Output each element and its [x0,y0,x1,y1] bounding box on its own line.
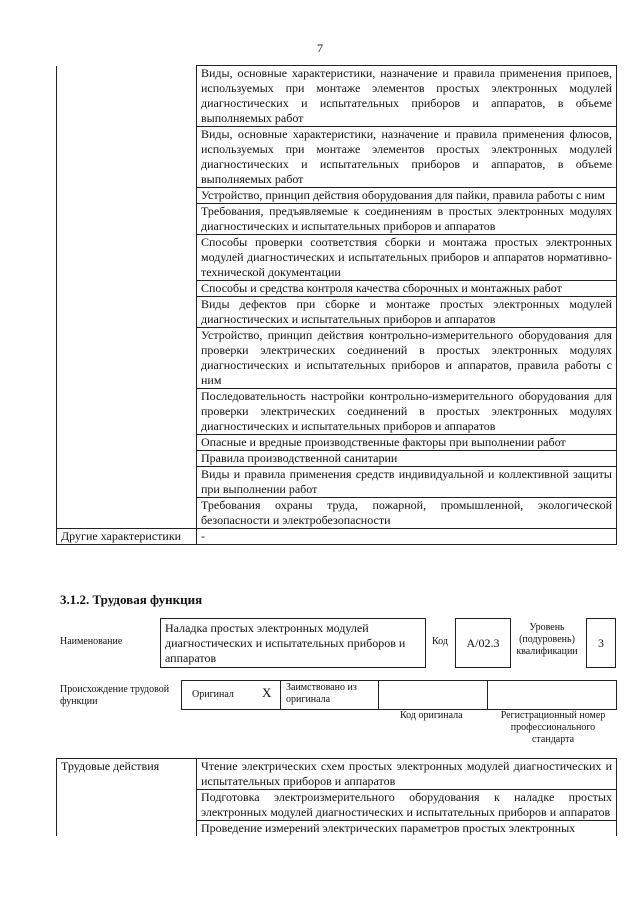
original-label: Оригинал [192,689,234,700]
origin-divider [378,680,379,709]
code-label: Код [432,636,448,647]
level-box [586,618,616,668]
table-row: Устройство, принцип действия оборудования для пайки, правила работы с ним [197,188,617,204]
original-mark: X [262,685,272,700]
labor-actions-label: Трудовые действия [57,759,197,837]
borrowed-label: Заимствовано из оригинала [286,682,357,705]
name-label: Наименование [60,636,123,647]
origin-box [181,680,617,710]
table-row: Способы проверки соответствия сборки и монтажа простых электронных модулей диагностических и испытательных приборов и аппаратов нормативно-технической документации [197,235,617,281]
labor-actions-table [56,758,617,836]
table-row: Опасные и вредные производственные факторы при выполнении работ [197,435,617,451]
other-characteristics-label: Другие характеристики [57,529,197,545]
table-row: Чтение электрических схем простых электронных модулей диагностических и испытательных приборов и аппаратов [197,759,617,790]
table-row: Устройство, принцип действия контрольно-измерительного оборудования для проверки электрических соединений в простых электронных модулях диагностических и испытательных приборов и аппаратов, правила работы с ним [197,328,617,389]
code-box [455,618,511,668]
table-row: Виды и правила применения средств индивидуальной и коллективной защиты при выполнении работ [197,467,617,498]
origin-label: Происхождение трудовой функции [60,684,170,707]
page-number: 7 [317,41,323,55]
origin-divider [280,680,281,709]
name-value: Наладка простых электронных модулей диагностических и испытательных приборов и аппаратов [165,621,406,665]
code-value: A/02.3 [466,636,500,650]
table-row: Правила производственной санитарии [197,451,617,467]
table-row: Способы и средства контроля качества сборочных и монтажных работ [197,281,617,297]
section-title: 3.1.2. Трудовая функция [60,592,203,607]
table-row: Виды, основные характеристики, назначение и правила применения флюсов, используемых при монтаже элементов простых электронных модулей диагностических и испытательных приборов и аппаратов, в объеме выполняемых работ [197,127,617,188]
table-row: Виды, основные характеристики, назначение и правила применения припоев, используемых при монтаже элементов простых электронных модулей диагностических и испытательных приборов и аппаратов, в объеме выполняемых работ [197,66,617,127]
knowledge-table [56,65,617,545]
level-label: Уровень (подуровень) квалификации [516,622,578,657]
table-row: Последовательность настройки контрольно-измерительного оборудования для проверки электрических соединений в простых электронных модулях диагностических и испытательных приборов и аппаратов [197,389,617,435]
table-row: Проведение измерений электрических параметров простых электронных [197,821,617,837]
level-value: 3 [598,636,604,650]
name-box [160,618,426,668]
table-row: Подготовка электроизмерительного оборудования к наладке простых электронных модулей диагностических и испытательных приборов и аппаратов [197,790,617,821]
table-row: Виды дефектов при сборке и монтаже простых электронных модулей диагностических и испытательных приборов и аппаратов [197,297,617,328]
origin-divider [487,680,488,709]
reg-number-label: Регистрационный номер профессионального стандарта [500,710,606,745]
table-label-cell [57,66,197,529]
other-characteristics-value: - [197,529,617,545]
table-row: Требования, предъявляемые к соединениям в простых электронных модулях диагностических и испытательных приборов и аппаратов [197,204,617,235]
code-original-label: Код оригинала [400,710,463,721]
table-row: Требования охраны труда, пожарной, промышленной, экологической безопасности и электробезопасности [197,498,617,529]
